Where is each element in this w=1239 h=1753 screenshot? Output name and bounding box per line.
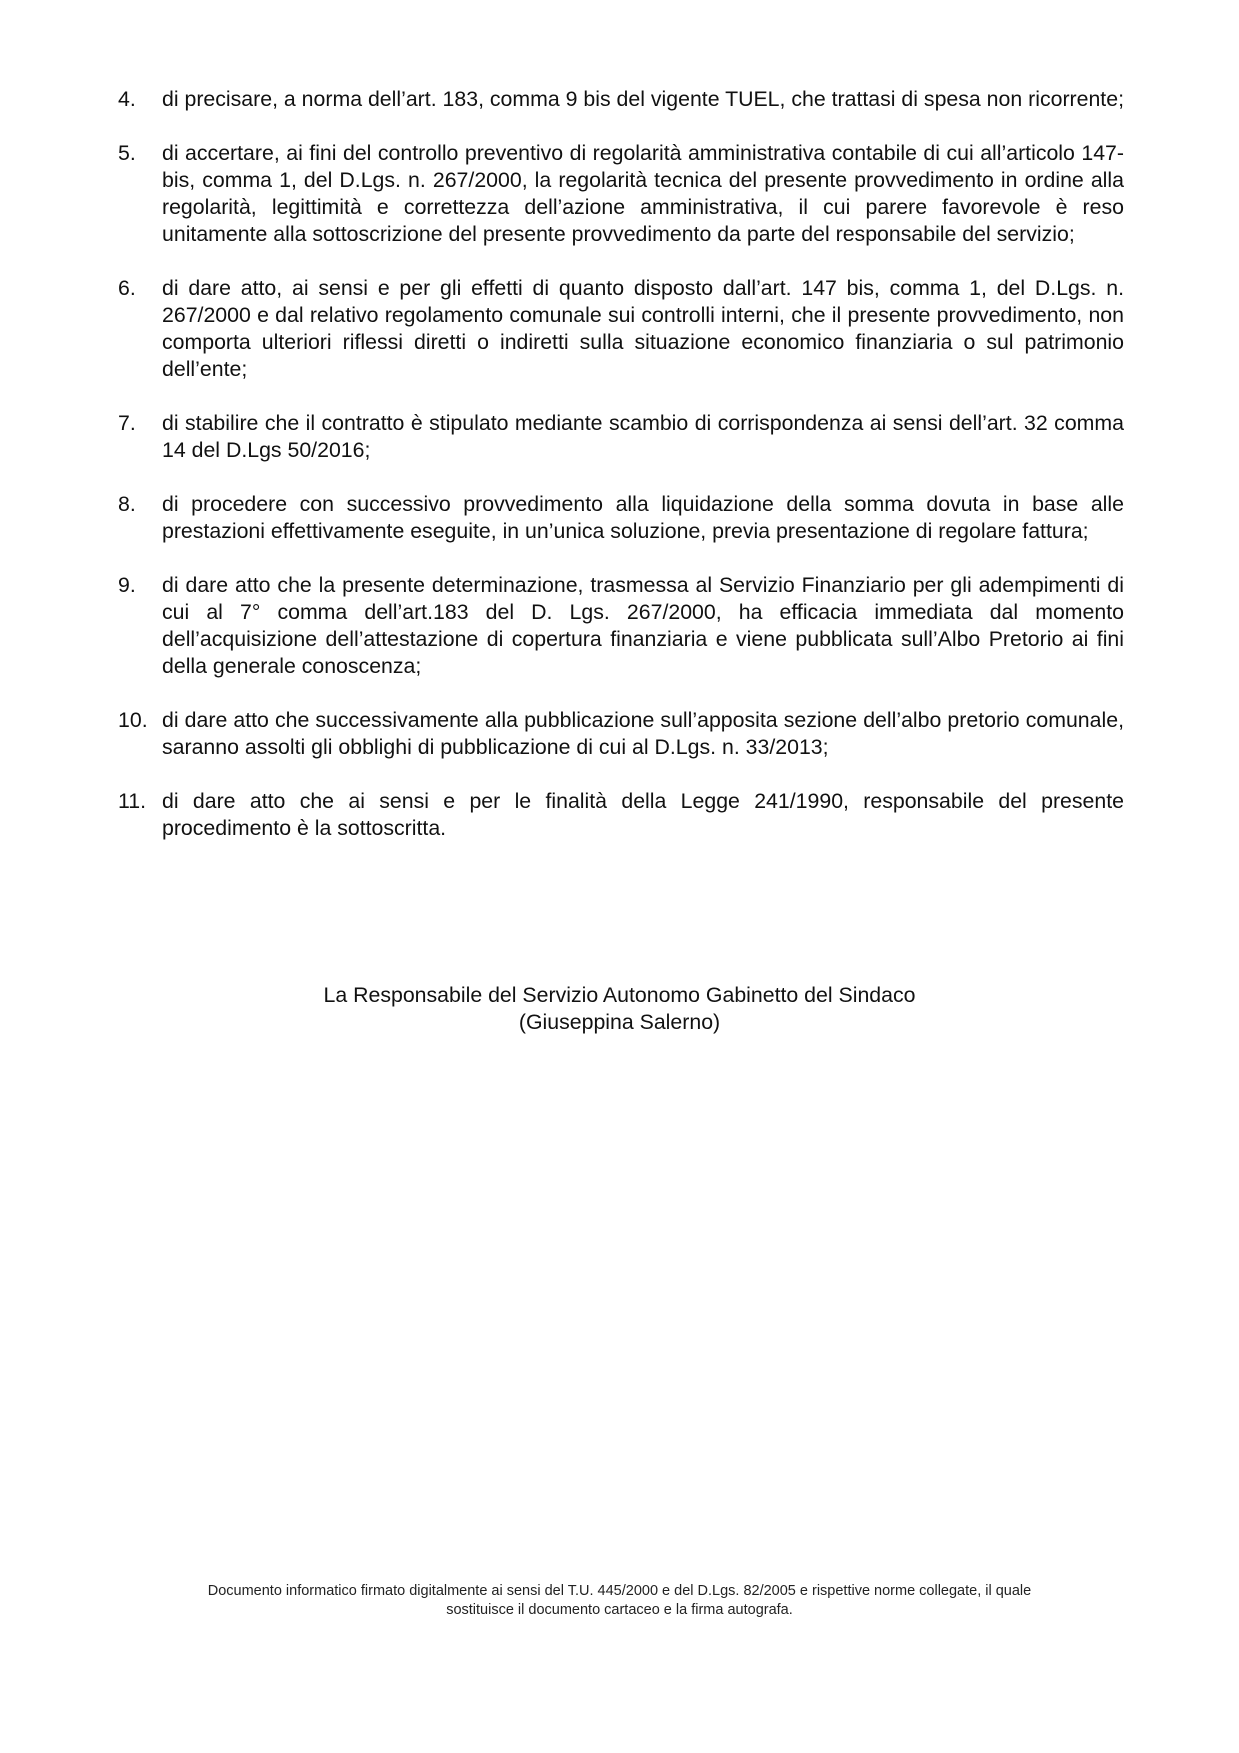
item-number: 4. xyxy=(118,87,136,111)
item-number: 11. xyxy=(118,789,147,813)
item-number: 5. xyxy=(118,141,136,165)
signatory-role: La Responsabile del Servizio Autonomo Gabinetto del Sindaco xyxy=(323,983,916,1007)
list-item xyxy=(118,491,1124,545)
item-text: di dare atto che ai sensi e per le finalità della Legge 241/1990, responsabile del presente procedimento è la sottoscritta. xyxy=(162,789,1124,840)
footer-line-2: sostituisce il documento cartaceo e la firma autografa. xyxy=(446,1602,793,1618)
item-text: di stabilire che il contratto è stipulato mediante scambio di corrispondenza ai sensi dell’art. 32 comma 14 del D.Lgs 50/2016; xyxy=(162,411,1124,462)
item-number: 7. xyxy=(118,411,136,435)
digital-signature-footer xyxy=(0,1582,1239,1620)
item-text: di dare atto che la presente determinazione, trasmessa al Servizio Finanziario per gli adempimenti di cui al 7° comma dell’art.183 del D. Lgs. 267/2000, ha efficacia immediata dal momento dell’acquisizione dell’attestazione di copertura finanziaria e viene pubblicata sull’Albo Pretorio ai fini della generale conoscenza; xyxy=(162,573,1124,678)
item-number: 9. xyxy=(118,573,136,597)
list-item xyxy=(118,707,1124,761)
list-item xyxy=(118,410,1124,464)
item-number: 6. xyxy=(118,276,136,300)
list-item xyxy=(118,275,1124,383)
list-item xyxy=(118,140,1124,248)
item-text: di dare atto, ai sensi e per gli effetti di quanto disposto dall’art. 147 bis, comma 1, del D.Lgs. n. 267/2000 e dal relativo regolamento comunale sui controlli interni, che il presente provvedimento, non comporta ulteriori riflessi diretti o indiretti sulla situazione economico finanziaria o sul patrimonio dell’ente; xyxy=(162,276,1124,381)
signatory-name: (Giuseppina Salerno) xyxy=(518,1010,721,1034)
item-text: di accertare, ai fini del controllo preventivo di regolarità amministrativa contabile di cui all’articolo 147-bis, comma 1, del D.Lgs. n. 267/2000, la regolarità tecnica del presente provvedimento in ordine alla regolarità, legittimità e correttezza dell’azione amministrativa, il cui parere favorevole è reso unitamente alla sottoscrizione del presente provvedimento da parte del responsabile del servizio; xyxy=(162,141,1124,246)
item-text: di procedere con successivo provvedimento alla liquidazione della somma dovuta in base alle prestazioni effettivamente eseguite, in un’unica soluzione, previa presentazione di regolare fattura; xyxy=(162,492,1124,543)
list-item xyxy=(118,788,1124,842)
item-number: 10. xyxy=(118,708,148,732)
footer-line-1: Documento informatico firmato digitalmente ai sensi del T.U. 445/2000 e del D.Lgs. 82/2005 e rispettive norme collegate, il quale xyxy=(207,1583,1032,1599)
list-item xyxy=(118,572,1124,680)
item-text: di dare atto che successivamente alla pubblicazione sull’apposita sezione dell’albo pretorio comunale, saranno assolti gli obblighi di pubblicazione di cui al D.Lgs. n. 33/2013; xyxy=(162,708,1124,759)
item-number: 8. xyxy=(118,492,136,516)
signature-block xyxy=(0,982,1239,1036)
item-text: di precisare, a norma dell’art. 183, comma 9 bis del vigente TUEL, che trattasi di spesa non ricorrente; xyxy=(162,87,1124,111)
list-item xyxy=(118,86,1124,113)
determination-items-list xyxy=(118,86,1124,869)
